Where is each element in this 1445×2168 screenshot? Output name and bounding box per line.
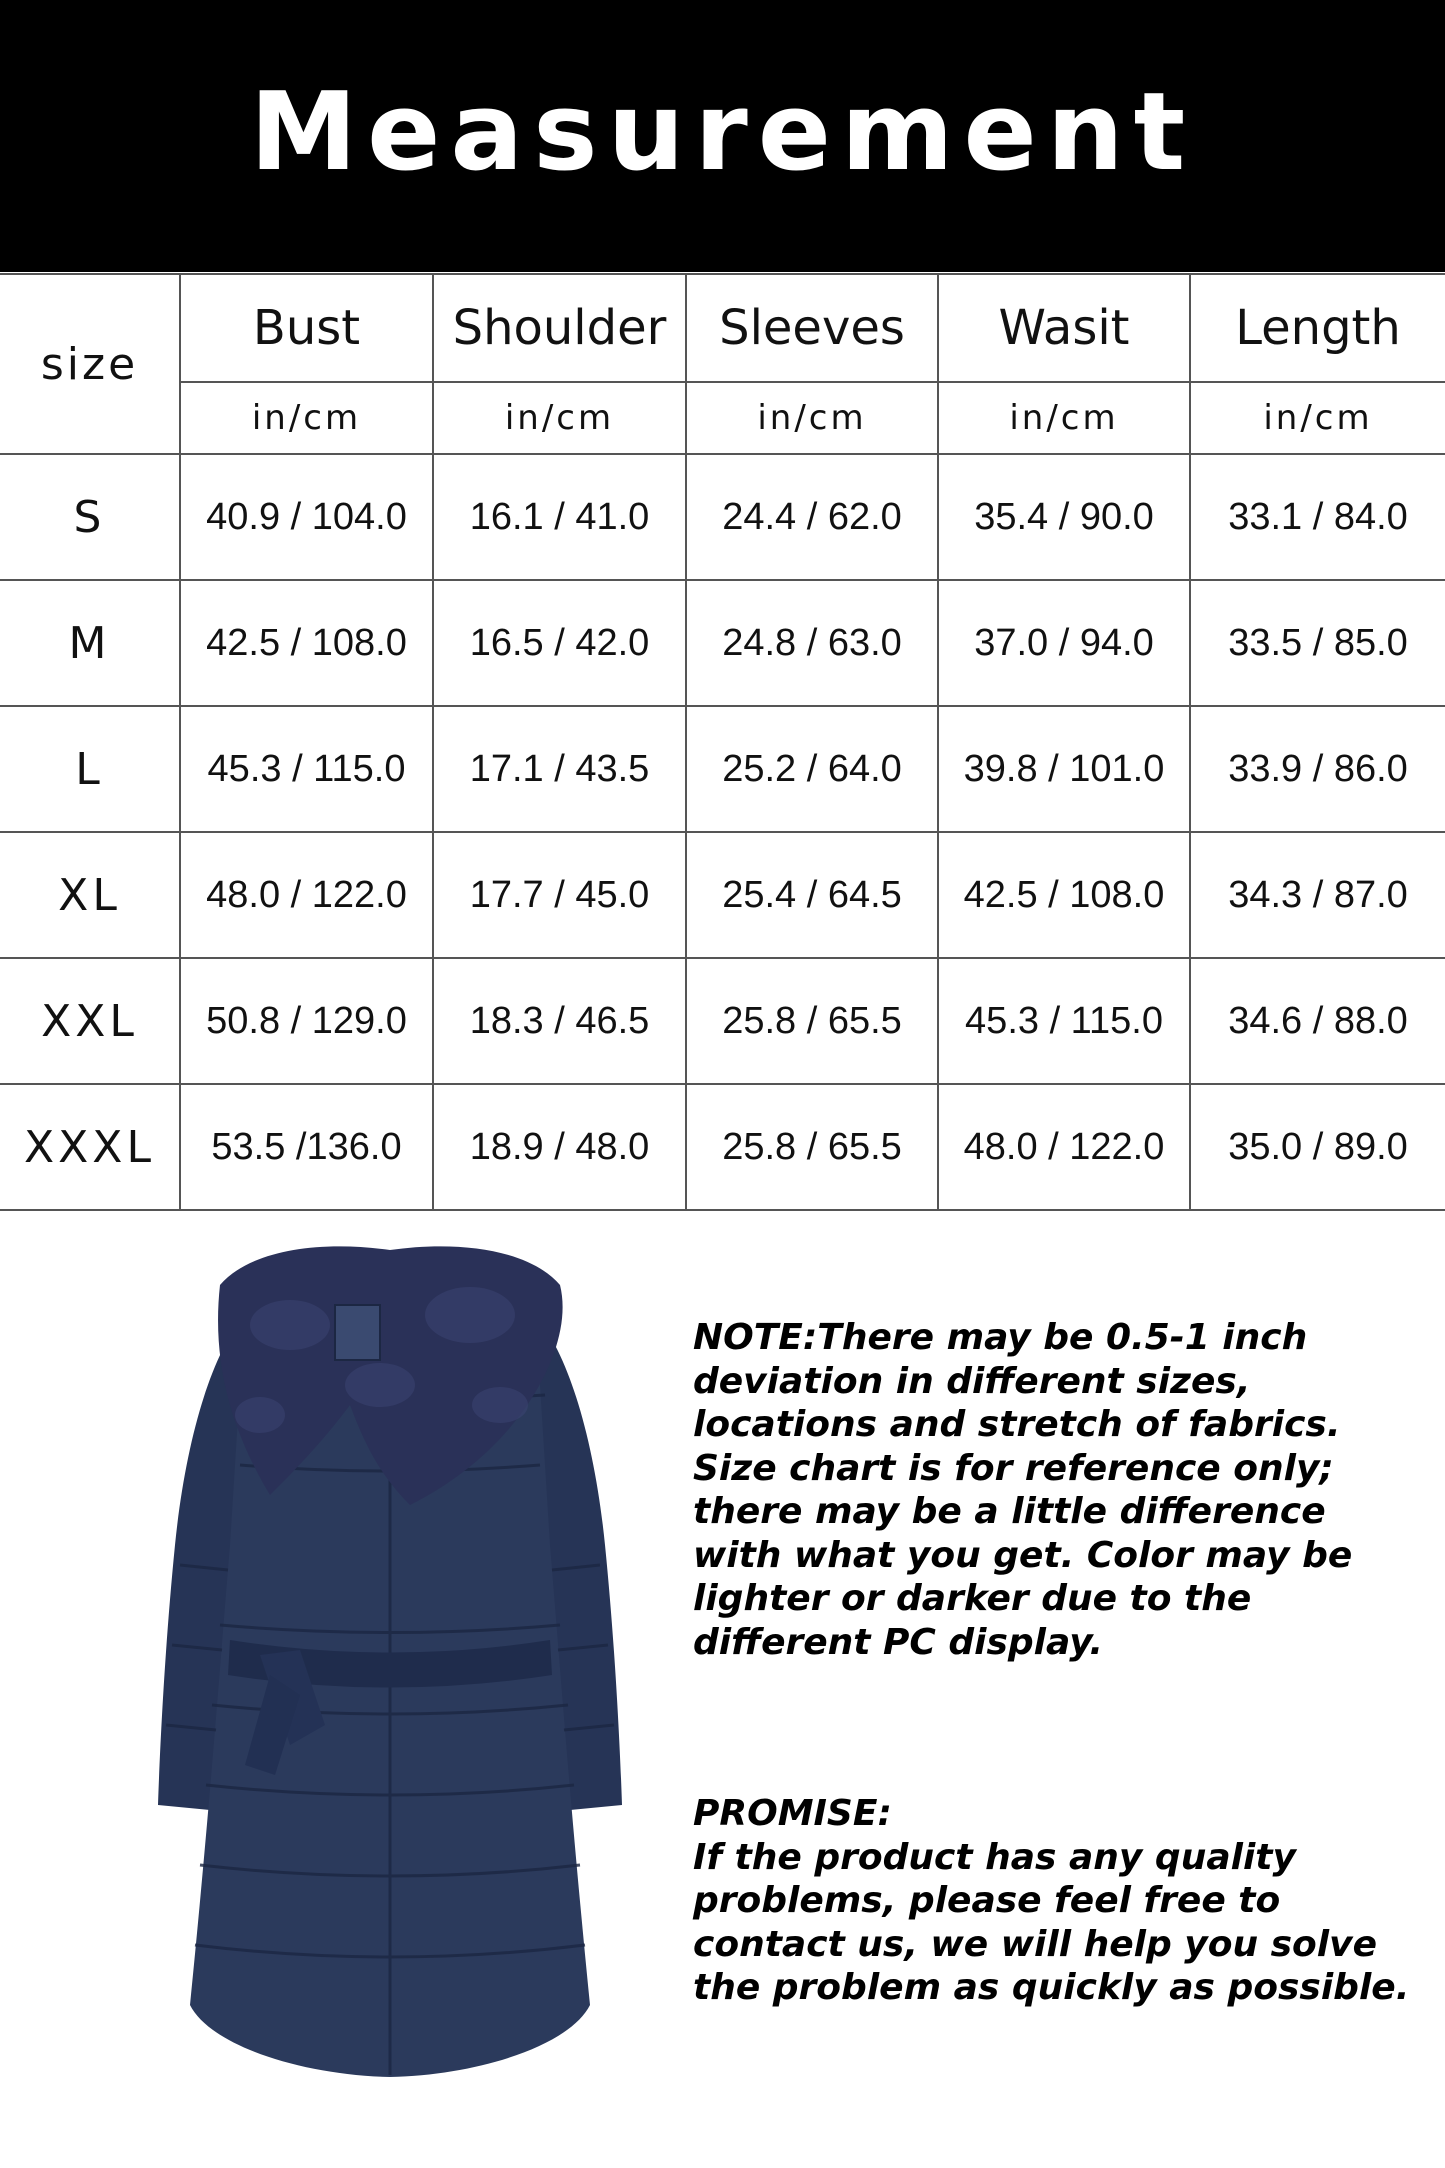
column-header: Sleeves (686, 274, 938, 382)
table-cell: 35.4 / 90.0 (938, 454, 1190, 580)
table-cell: 42.5 / 108.0 (938, 832, 1190, 958)
table-row (0, 580, 1445, 706)
table-row (0, 1084, 1445, 1210)
table-row (0, 832, 1445, 958)
table-cell: 18.9 / 48.0 (433, 1084, 686, 1210)
table-cell: 48.0 / 122.0 (938, 1084, 1190, 1210)
coat-product-image (150, 1245, 630, 2100)
size-chart-table (0, 273, 1445, 1211)
table-cell: 50.8 / 129.0 (180, 958, 433, 1084)
unit-label: in/cm (938, 382, 1190, 454)
table-cell: 33.5 / 85.0 (1190, 580, 1445, 706)
table-cell: 25.8 / 65.5 (686, 1084, 938, 1210)
unit-label: in/cm (1190, 382, 1445, 454)
table-row (0, 958, 1445, 1084)
table-cell: 35.0 / 89.0 (1190, 1084, 1445, 1210)
table-row (0, 454, 1445, 580)
table-cell: 48.0 / 122.0 (180, 832, 433, 958)
unit-label: in/cm (433, 382, 686, 454)
table-cell: 18.3 / 46.5 (433, 958, 686, 1084)
size-label: S (0, 454, 180, 580)
table-cell: 25.4 / 64.5 (686, 832, 938, 958)
promise-section (693, 1792, 1413, 2010)
table-cell: 24.8 / 63.0 (686, 580, 938, 706)
size-label: XL (0, 832, 180, 958)
table-cell: 17.1 / 43.5 (433, 706, 686, 832)
size-label: M (0, 580, 180, 706)
column-header: Bust (180, 274, 433, 382)
note-text: NOTE:There may be 0.5-1 inch deviation in different sizes, locations and stretch of fabrics. Size chart is for reference only; there may be a little difference with what you get. Color may be lighter or darker due to the different PC display. (693, 1317, 1353, 1663)
table-cell: 24.4 / 62.0 (686, 454, 938, 580)
table-cell: 40.9 / 104.0 (180, 454, 433, 580)
promise-title: PROMISE: (693, 1793, 892, 1834)
column-header: Length (1190, 274, 1445, 382)
table-cell: 53.5 /136.0 (180, 1084, 433, 1210)
coat-inner-tag (335, 1305, 380, 1360)
table-cell: 39.8 / 101.0 (938, 706, 1190, 832)
table-cell: 17.7 / 45.0 (433, 832, 686, 958)
table-cell: 33.9 / 86.0 (1190, 706, 1445, 832)
table-cell: 25.8 / 65.5 (686, 958, 938, 1084)
table-cell: 42.5 / 108.0 (180, 580, 433, 706)
size-column-header: size (0, 274, 180, 454)
size-label: XXXL (0, 1084, 180, 1210)
table-cell: 16.5 / 42.0 (433, 580, 686, 706)
unit-label: in/cm (180, 382, 433, 454)
table-row (0, 706, 1445, 832)
table-cell: 37.0 / 94.0 (938, 580, 1190, 706)
size-label: XXL (0, 958, 180, 1084)
unit-label: in/cm (686, 382, 938, 454)
promise-text: If the product has any quality problems, please feel free to contact us, we will help you solve the problem as quickly as possible. (693, 1836, 1410, 2008)
page-title: Measurement (249, 69, 1196, 195)
column-header: Wasit (938, 274, 1190, 382)
table-header-row (0, 274, 1445, 382)
table-cell: 34.3 / 87.0 (1190, 832, 1445, 958)
size-label: L (0, 706, 180, 832)
table-cell: 25.2 / 64.0 (686, 706, 938, 832)
column-header: Shoulder (433, 274, 686, 382)
table-unit-row (0, 382, 1445, 454)
header-banner (0, 0, 1445, 272)
table-cell: 16.1 / 41.0 (433, 454, 686, 580)
table-cell: 33.1 / 84.0 (1190, 454, 1445, 580)
table-cell: 34.6 / 88.0 (1190, 958, 1445, 1084)
table-cell: 45.3 / 115.0 (938, 958, 1190, 1084)
table-cell: 45.3 / 115.0 (180, 706, 433, 832)
